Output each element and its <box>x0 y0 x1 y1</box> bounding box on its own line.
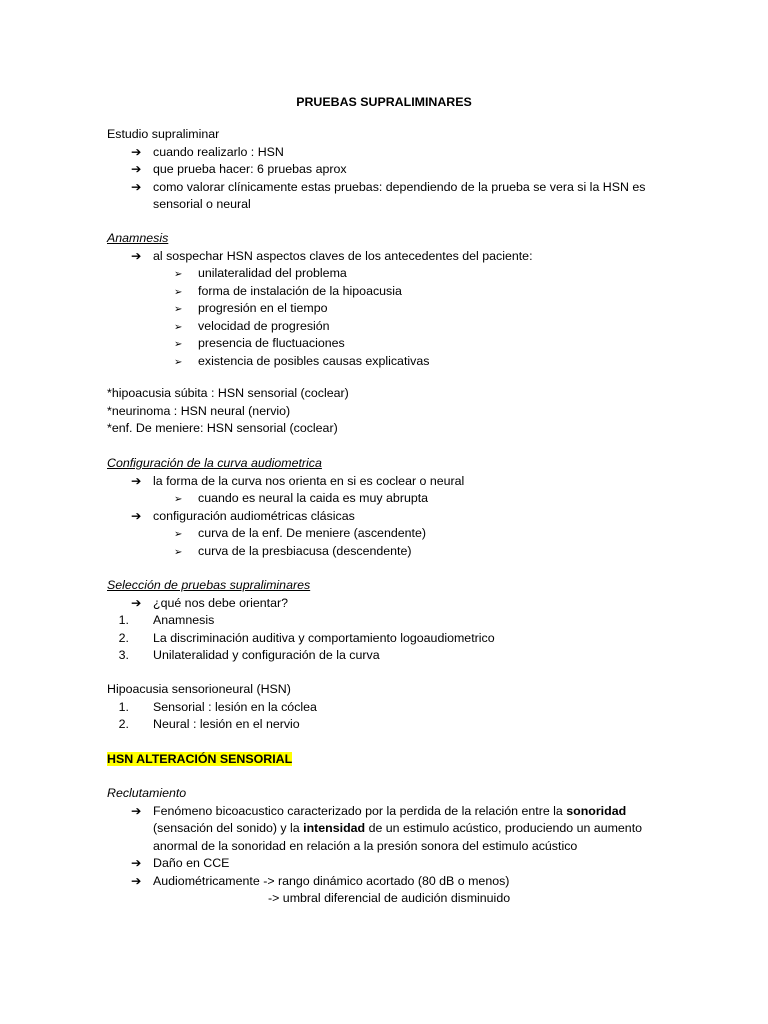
list-item: ➢ progresión en el tiempo <box>107 300 667 318</box>
list-item: ➔ configuración audiométricas clásicas <box>107 508 667 526</box>
triangle-bullet-icon: ➢ <box>174 339 183 350</box>
triangle-bullet-icon: ➢ <box>174 269 183 280</box>
arrow-icon: ➔ <box>131 873 142 888</box>
numbered-item: 3. Unilateralidad y configuración de la curva <box>118 648 380 662</box>
triangle-bullet-icon: ➢ <box>174 304 183 315</box>
list-item: ➔ Audiométricamente -> rango dinámico acortado (80 dB o menos) <box>107 873 667 891</box>
section-notes <box>107 385 667 438</box>
list-item: ➔ como valorar clínicamente estas pruebas: dependiendo de la prueba se vera si la HSN es <box>107 179 667 197</box>
arrow-icon: ➔ <box>131 162 142 176</box>
page-title: PRUEBAS SUPRALIMINARES <box>296 95 472 109</box>
note-line: *neurinoma : HSN neural (nervio) <box>107 403 291 418</box>
anamnesis-heading: Anamnesis <box>107 231 169 245</box>
arrow-icon: ➔ <box>131 856 142 870</box>
section-configuracion <box>107 455 667 560</box>
list-item: ➔ la forma de la curva nos orienta en si es coclear o neural <box>107 473 667 491</box>
numbered-item: 1. Sensorial : lesión en la cóclea <box>118 699 317 714</box>
list-item: ➢ curva de la presbiacusa (descendente) <box>107 543 667 561</box>
list-item: ➔ cuando realizarlo : HSN <box>107 144 667 162</box>
list-item: ➔ ¿qué nos debe orientar? <box>107 595 667 613</box>
section-anamnesis <box>107 230 667 370</box>
list-item: ➢ existencia de posibles causas explicativas <box>107 353 667 371</box>
arrow-icon: ➔ <box>131 473 142 488</box>
list-item: ➔ Fenómeno bicoacustico caracterizado por la perdida de la relación entre la sonoridad <box>107 803 667 821</box>
triangle-bullet-icon: ➢ <box>174 546 183 558</box>
section-seleccion <box>107 577 667 665</box>
section-reclutamiento <box>107 785 667 908</box>
list-item-continuation: -> umbral diferencial de audición disminuido <box>268 891 511 905</box>
note-line: *hipoacusia súbita : HSN sensorial (coclear) <box>107 386 349 400</box>
highlighted-heading: HSN ALTERACIÓN SENSORIAL <box>107 752 293 766</box>
list-item: ➔ Daño en CCE <box>107 855 667 873</box>
numbered-item: 2. Neural : lesión en el nervio <box>118 717 300 731</box>
triangle-bullet-icon: ➢ <box>174 529 183 540</box>
list-item: ➢ forma de instalación de la hipoacusia <box>107 283 667 301</box>
configuracion-heading: Configuración de la curva audiometrica <box>107 456 322 470</box>
arrow-icon: ➔ <box>131 803 142 818</box>
estudio-heading: Estudio supraliminar <box>107 127 220 141</box>
arrow-icon: ➔ <box>131 144 142 159</box>
note-line: *enf. De meniere: HSN sensorial (coclear) <box>107 421 338 435</box>
section-hsn <box>107 681 667 734</box>
list-item-continuation: sensorial o neural <box>153 197 251 211</box>
triangle-bullet-icon: ➢ <box>174 286 183 298</box>
section-highlight <box>107 751 667 769</box>
numbered-item: 2. La discriminación auditiva y comportamiento logoaudiometrico <box>118 630 495 645</box>
triangle-bullet-icon: ➢ <box>174 356 183 368</box>
list-item: ➢ velocidad de progresión <box>107 318 667 336</box>
list-item: ➢ cuando es neural la caida es muy abrupta <box>107 490 667 508</box>
triangle-bullet-icon: ➢ <box>174 494 183 505</box>
list-item-continuation: (sensación del sonido) y la intensidad de un estimulo acústico, produciendo un aumento <box>153 821 643 835</box>
section-estudio <box>107 126 667 214</box>
reclutamiento-heading: Reclutamiento <box>107 786 187 800</box>
list-item: ➢ curva de la enf. De meniere (ascendente) <box>107 525 667 543</box>
hsn-heading: Hipoacusia sensorioneural (HSN) <box>107 682 291 696</box>
list-item: ➢ unilateralidad del problema <box>107 265 667 283</box>
list-item: ➢ presencia de fluctuaciones <box>107 335 667 353</box>
numbered-item: 1. Anamnesis <box>118 613 215 627</box>
arrow-icon: ➔ <box>131 179 142 194</box>
seleccion-heading: Selección de pruebas supraliminares <box>107 578 311 592</box>
arrow-icon: ➔ <box>131 595 142 610</box>
arrow-icon: ➔ <box>131 508 142 523</box>
list-item: ➔ al sospechar HSN aspectos claves de los antecedentes del paciente: <box>107 248 667 266</box>
list-item-continuation: anormal de la sonoridad en relación a la presión sonora del estimulo acústico <box>153 838 578 853</box>
triangle-bullet-icon: ➢ <box>174 321 183 333</box>
arrow-icon: ➔ <box>131 248 142 263</box>
list-item: ➔ que prueba hacer: 6 pruebas aprox <box>107 161 667 179</box>
